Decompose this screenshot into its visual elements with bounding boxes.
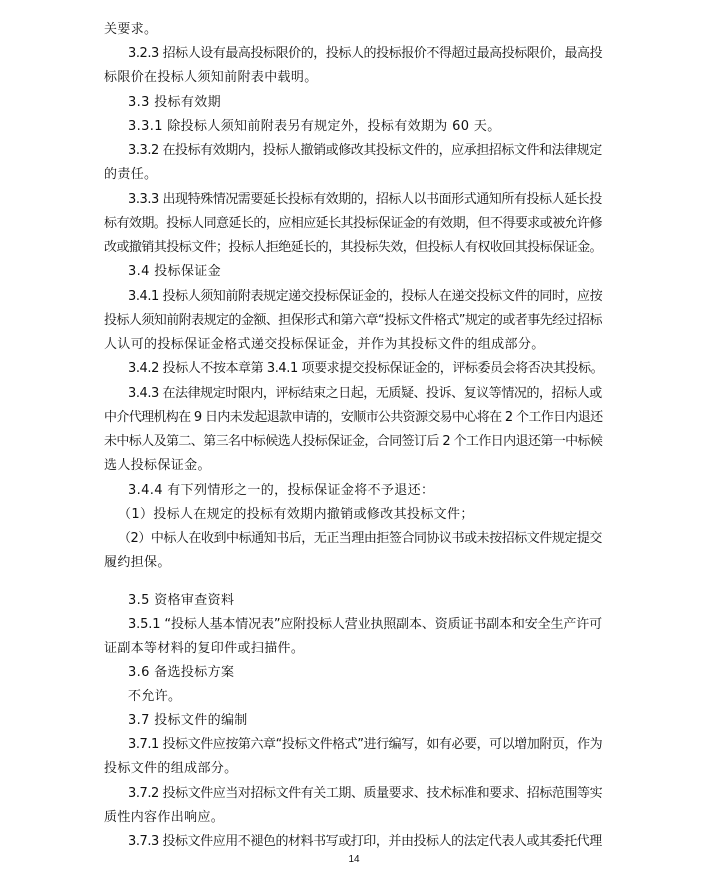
text-line: 标限价在投标人须知前附表中载明。 (104, 70, 318, 85)
text-line: 3.3.1 除投标人须知前附表另有规定外，投标有效期为 60 天。 (128, 119, 501, 134)
text-line: 3.7.3 投标文件应用不褪色的材料书写或打印，并由投标人的法定代表人或其委托代理 (128, 834, 602, 849)
text-line: 改或撤销其投标文件；投标人拒绝延长的，其投标失效，但投标人有权收回其投标保证金。 (104, 240, 603, 255)
text-line: 未中标人及第二、第三名中标候选人投标保证金，合同签订后 2 个工作日内退还第一中标候 (104, 434, 603, 449)
text-line: 标有效期。投标人同意延长的，应相应延长其投标保证金的有效期，但不得要求或被允许修 (104, 216, 603, 231)
text-line: 的责任。 (104, 167, 158, 182)
list-item: （2）中标人在收到中标通知书后，无正当理由拒签合同协议书或未按招标文件规定提交 (118, 531, 602, 546)
section-heading: 3.5 资格审查资料 (128, 593, 235, 608)
text-line: 投标文件的组成部分。 (104, 761, 238, 776)
page-number: 14 (348, 854, 360, 865)
text-line: 3.3.2 在投标有效期内，投标人撤销或修改其投标文件的，应承担招标文件和法律规定 (128, 143, 602, 158)
text-line: 3.4.4 有下列情形之一的，投标保证金将不予退还： (128, 483, 435, 498)
section-heading: 3.7 投标文件的编制 (128, 713, 248, 728)
text-line: 选人投标保证金。 (104, 458, 211, 473)
text-line: 3.4.3 在法律规定时限内，评标结束之日起，无质疑、投诉、复议等情况的，招标人或 (128, 386, 602, 401)
text-line: 中介代理机构在 9 日内未发起退款申请的，安顺市公共资源交易中心将在 2 个工作日内退还 (104, 410, 603, 425)
text-line: 投标人须知前附表规定的金额、担保形式和第六章“投标文件格式”规定的或者事先经过招标 (104, 313, 602, 328)
text-line: 3.5.1 “投标人基本情况表”应附投标人营业执照副本、资质证书副本和安全生产许可 (128, 617, 602, 632)
text-line: 3.2.3 招标人设有最高投标限价的，投标人的投标报价不得超过最高投标限价，最高投 (128, 46, 603, 61)
text-line: 3.4.1 投标人须知前附表规定递交投标保证金的，投标人在递交投标文件的同时，应按 (128, 289, 603, 304)
text-line: 3.7.2 投标文件应当对招标文件有关工期、质量要求、技术标准和要求、招标范围等实 (128, 786, 603, 801)
section-heading: 3.3 投标有效期 (128, 95, 221, 110)
text-line: 3.4.2 投标人不按本章第 3.4.1 项要求提交投标保证金的，评标委员会将否决其投标。 (128, 361, 604, 376)
text-line: 人认可的投标保证金格式递交投标保证金，并作为其投标文件的组成部分。 (104, 337, 545, 352)
section-heading: 3.4 投标保证金 (128, 264, 221, 279)
text-line: 关要求。 (104, 22, 158, 37)
text-line: 质性内容作出响应。 (104, 810, 225, 825)
section-heading: 3.6 备选投标方案 (128, 665, 235, 680)
text-line: 3.3.3 出现特殊情况需要延长投标有效期的，招标人以书面形式通知所有投标人延长投 (128, 192, 602, 207)
text-line: 履约担保。 (104, 555, 171, 570)
text-line: 不允许。 (128, 689, 182, 704)
text-line: 证副本等材料的复印件或扫描件。 (104, 641, 305, 656)
list-item: （1）投标人在规定的投标有效期内撤销或修改其投标文件； (118, 507, 474, 522)
text-line: 3.7.1 投标文件应按第六章“投标文件格式”进行编写，如有必要，可以增加附页，作为 (128, 737, 603, 752)
